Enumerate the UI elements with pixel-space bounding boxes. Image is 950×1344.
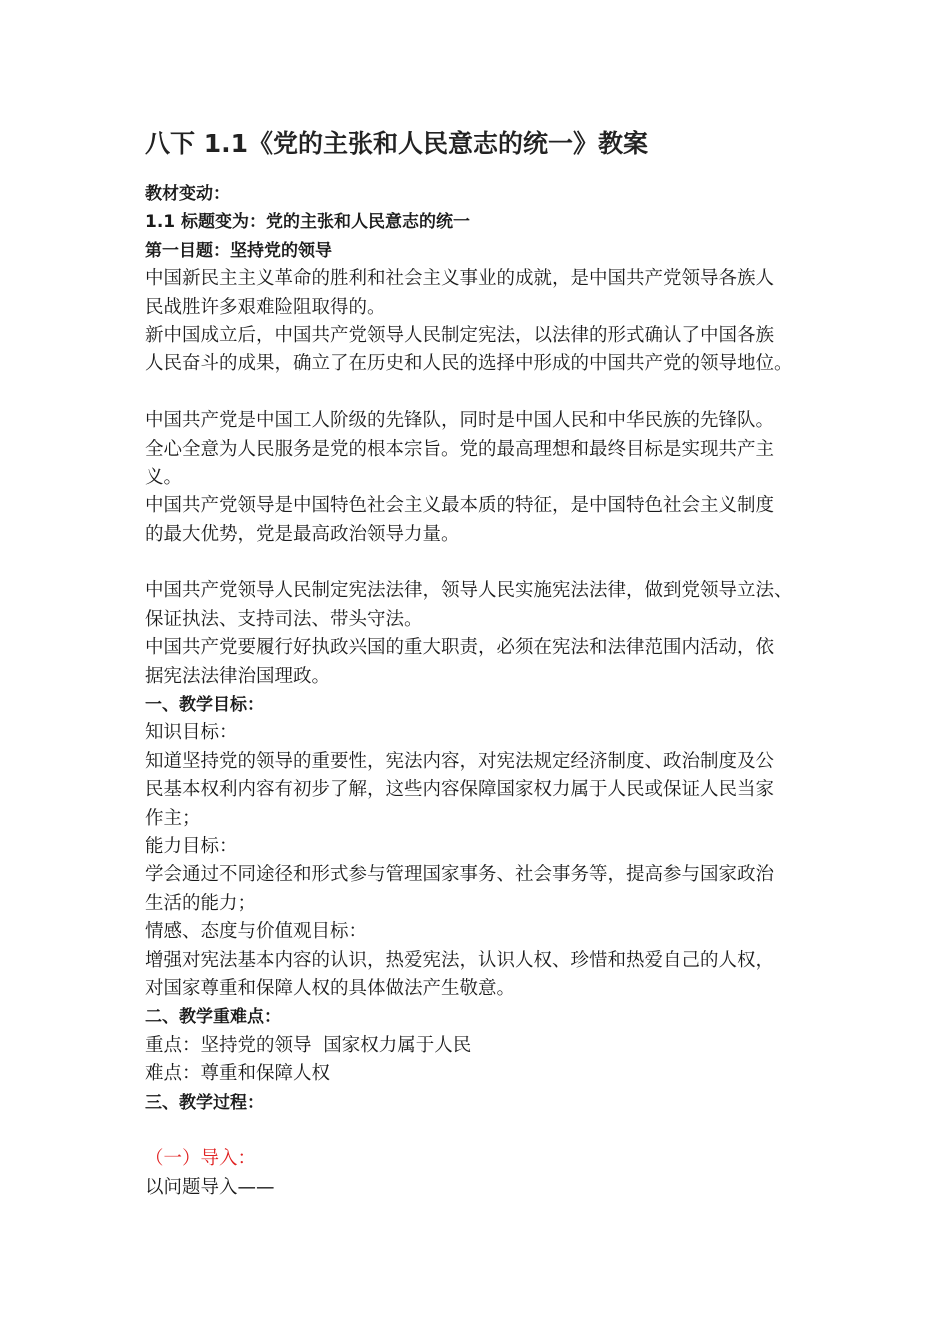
blank-line <box>145 549 825 577</box>
paragraph-line: 生活的能力； <box>145 892 257 914</box>
paragraph-line: 学会通过不同途径和形式参与管理国家事务、社会事务等，提高参与国家政治 <box>145 864 775 886</box>
paragraph-line: 保证执法、支持司法、带头守法。 <box>145 608 423 630</box>
section-heading: 二、教学重难点： <box>145 1007 281 1028</box>
paragraph-line: 对国家尊重和保障人权的具体做法产生敬意。 <box>145 977 516 999</box>
paragraph-line: 情感、态度与价值观目标： <box>145 921 368 943</box>
paragraph-line: 新中国成立后，中国共产党领导人民制定宪法，以法律的形式确认了中国各族 <box>145 324 775 346</box>
paragraph-line: 人民奋斗的成果，确立了在历史和人民的选择中形成的中国共产党的领导地位。 <box>145 353 793 375</box>
paragraph-line: 据宪法法律治国理政。 <box>145 665 331 687</box>
paragraph-line: 民基本权利内容有初步了解，这些内容保障国家权力属于人民或保证人民当家 <box>145 779 775 801</box>
paragraph-line: 民战胜许多艰难险阻取得的。 <box>145 296 386 318</box>
paragraph-line: 义。 <box>145 466 183 488</box>
blank-line <box>145 379 825 407</box>
highlighted-heading: （一）导入： <box>145 1148 257 1170</box>
section-heading: 1.1 标题变为：党的主张和人民意志的统一 <box>145 212 471 233</box>
paragraph-line: 难点：尊重和保障人权 <box>145 1063 331 1085</box>
paragraph-line: 以问题导入—— <box>145 1176 275 1198</box>
paragraph-line: 中国共产党要履行好执政兴国的重大职责，必须在宪法和法律范围内活动，依 <box>145 637 775 659</box>
document-body <box>145 180 825 1202</box>
section-heading: 一、教学目标： <box>145 695 264 716</box>
paragraph-line: 能力目标： <box>145 835 238 857</box>
paragraph-line: 中国共产党领导人民制定宪法法律，领导人民实施宪法法律，做到党领导立法、 <box>145 580 793 602</box>
blank-line <box>145 1117 825 1145</box>
paragraph-line: 重点：坚持党的领导 国家权力属于人民 <box>145 1034 472 1056</box>
paragraph-line: 中国共产党领导是中国特色社会主义最本质的特征，是中国特色社会主义制度 <box>145 495 775 517</box>
paragraph-line: 知识目标： <box>145 722 238 744</box>
section-heading: 三、教学过程： <box>145 1092 264 1113</box>
paragraph-line: 中国共产党是中国工人阶级的先锋队，同时是中国人民和中华民族的先锋队。 <box>145 410 775 432</box>
paragraph-line: 中国新民主主义革命的胜利和社会主义事业的成就，是中国共产党领导各族人 <box>145 268 775 290</box>
paragraph-line: 全心全意为人民服务是党的根本宗旨。党的最高理想和最终目标是实现共产主 <box>145 438 775 460</box>
paragraph-line: 知道坚持党的领导的重要性，宪法内容，对宪法规定经济制度、政治制度及公 <box>145 750 775 772</box>
paragraph-line: 的最大优势，党是最高政治领导力量。 <box>145 523 460 545</box>
section-heading: 第一目题：坚持党的领导 <box>145 240 332 261</box>
paragraph-line: 作主； <box>145 807 201 829</box>
section-heading: 教材变动： <box>145 184 230 204</box>
paragraph-line: 增强对宪法基本内容的认识，热爱宪法，认识人权、珍惜和热爱自己的人权， <box>145 949 775 971</box>
document-title: 八下 1.1《党的主张和人民意志的统一》教案 <box>145 129 648 158</box>
